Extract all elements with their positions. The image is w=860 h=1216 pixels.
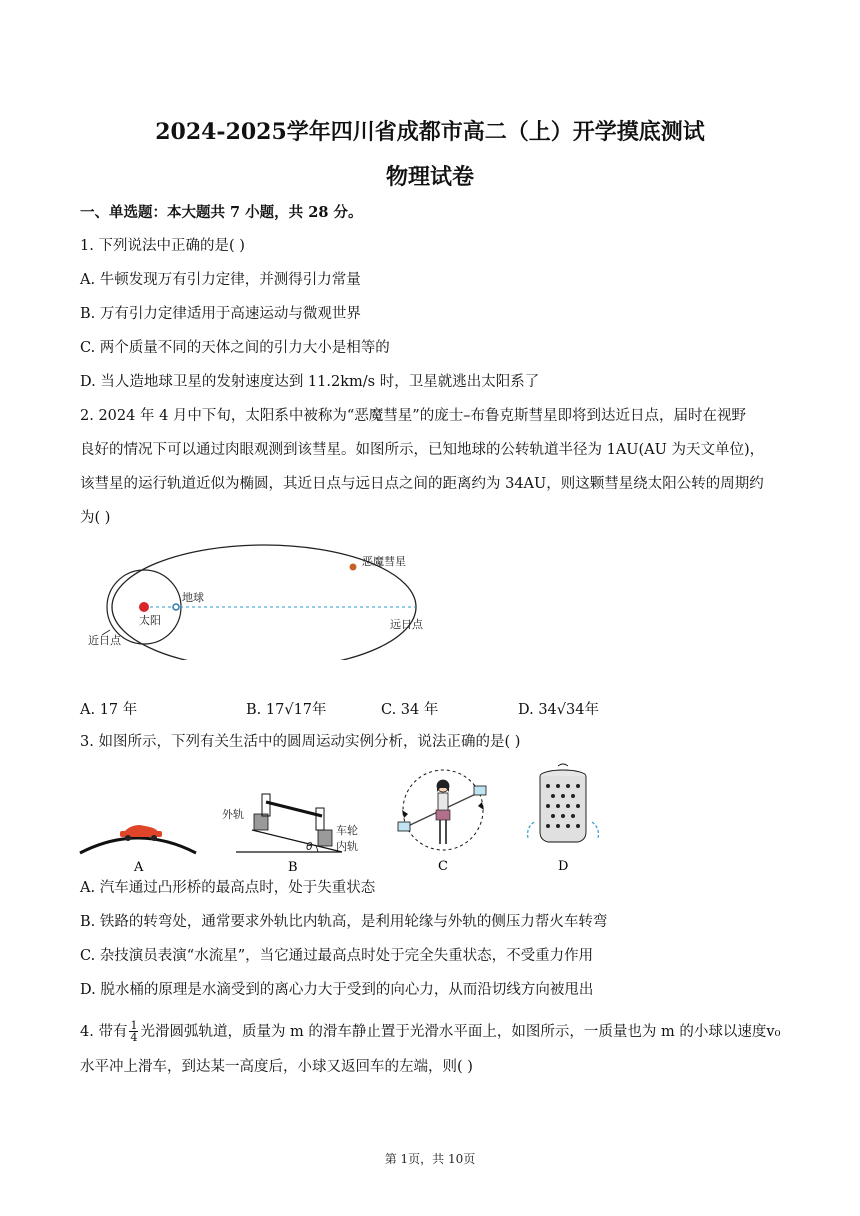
q4-line-1-prefix: 4. 带有 xyxy=(80,1023,128,1040)
page-footer: 第 1页，共 10页 xyxy=(384,1152,476,1166)
q2-line-1: 2. 2024 年 4 月中下旬，太阳系中被称为“恶魔彗星”的庞士–布鲁克斯彗星即将到达近日点，届时在视野 xyxy=(80,408,746,424)
fraction-numerator: 1 xyxy=(130,1019,138,1032)
q3-option-a: A. 汽车通过凸形桥的最高点时，处于失重状态 xyxy=(80,880,376,896)
q1-stem: 1. 下列说法中正确的是( ) xyxy=(80,238,245,254)
q2-line-2: 良好的情况下可以通过肉眼观测到该彗星。如图所示，已知地球的公转轨道半径为 1AU(AU 为天文单位)， xyxy=(80,442,765,458)
page-title: 2024-2025学年四川省成都市高二（上）开学摸底测试 xyxy=(155,119,705,145)
q1-option-d: D. 当人造地球卫星的发射速度达到 11.2km/s 时，卫星就逃出太阳系了 xyxy=(80,374,540,390)
sun-label: 太阳 xyxy=(139,614,161,627)
sun-icon xyxy=(139,602,149,612)
caption-b: B xyxy=(288,860,298,875)
outer-rail-label: 外轨 xyxy=(222,808,244,821)
wheel-label: 车轮 xyxy=(336,824,358,837)
inner-rail-label: 内轨 xyxy=(336,840,358,853)
earth-icon xyxy=(173,604,179,610)
q2-line-3: 该彗星的运行轨道近似为椭圆，其近日点与远日点之间的距离约为 34AU，则这颗彗星绕太阳公转的周期约 xyxy=(80,476,764,492)
caption-a: A xyxy=(134,860,144,875)
q1-option-b: B. 万有引力定律适用于高速运动与微观世界 xyxy=(80,306,361,322)
bridge-arc xyxy=(80,838,196,853)
page-subtitle: 物理试卷 xyxy=(385,164,474,190)
q3-option-c: C. 杂技演员表演“水流星”，当它通过最高点时处于完全失重状态，不受重力作用 xyxy=(80,948,594,964)
q2-option-b: B. 17√17年 xyxy=(246,702,327,718)
q1-option-c: C. 两个质量不同的天体之间的引力大小是相等的 xyxy=(80,340,390,356)
q3-option-b: B. 铁路的转弯处，通常要求外轨比内轨高，是利用轮缘与外轨的侧压力帮火车转弯 xyxy=(80,914,608,930)
theta-label: θ xyxy=(306,840,313,853)
q1-option-a: A. 牛顿发现万有引力定律，并测得引力常量 xyxy=(80,272,361,288)
comet-icon xyxy=(350,564,357,571)
caption-d: D xyxy=(558,859,569,874)
q2-option-c: C. 34 年 xyxy=(381,702,439,718)
bucket-icon xyxy=(398,822,410,831)
q4-line-2: 水平冲上滑车，到达某一高度后，小球又返回车的左端，则( ) xyxy=(80,1059,473,1075)
q2-line-4: 为( ) xyxy=(80,510,111,526)
bucket-icon xyxy=(474,786,486,795)
aphelion-label: 远日点 xyxy=(390,618,423,631)
q3-option-d: D. 脱水桶的原理是水滴受到的离心力大于受到的向心力，从而沿切线方向被甩出 xyxy=(80,982,594,998)
q3-stem: 3. 如图所示，下列有关生活中的圆周运动实例分析，说法正确的是( ) xyxy=(80,734,521,750)
q4-line-1 xyxy=(80,1020,780,1043)
comet-orbit-figure xyxy=(80,535,440,660)
quarter-fraction xyxy=(129,1020,138,1043)
figure-b-railway xyxy=(218,780,368,875)
q2-option-a: A. 17 年 xyxy=(80,702,138,718)
figure-d-spin-dryer xyxy=(518,762,608,875)
caption-c: C xyxy=(438,859,448,874)
q4-line-1-text: 光滑圆弧轨道，质量为 m 的滑车静止置于光滑水平面上，如图所示，一质量也为 m 的小球以速度v₀ xyxy=(140,1023,781,1040)
perihelion-label: 近日点 xyxy=(88,634,121,647)
q2-option-d: D. 34√34年 xyxy=(518,702,599,718)
earth-label: 地球 xyxy=(182,591,204,604)
section-heading: 一、单选题：本大题共 7 小题，共 28 分。 xyxy=(80,204,363,221)
fraction-denominator: 4 xyxy=(130,1031,138,1044)
comet-label: 恶魔彗星 xyxy=(362,555,406,568)
figure-c-water-meteor xyxy=(388,762,498,875)
figure-a-bridge xyxy=(78,805,198,875)
